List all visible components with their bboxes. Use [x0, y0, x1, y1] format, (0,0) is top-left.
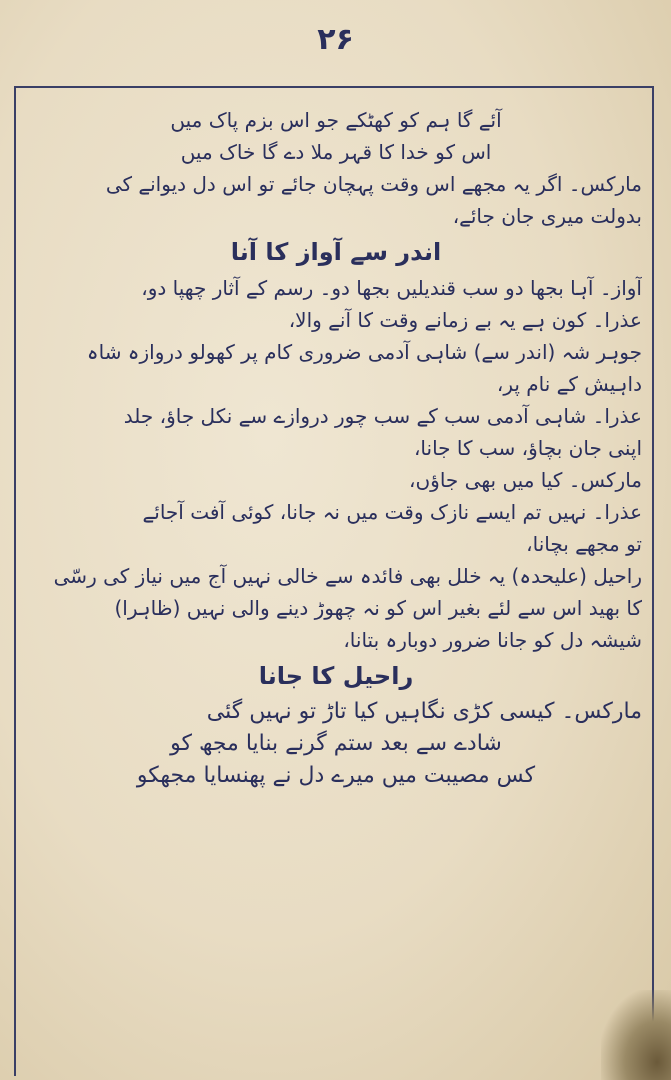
text-line-14: تو مجھے بچانا، — [526, 532, 642, 556]
verse-line-19: مارکس۔ کیسی کڑی نگاہیں کیا تاڑ تو نہیں گئی — [206, 699, 642, 724]
verse-line-2: اس کو خدا کا قہر ملا دے گا خاک میں — [180, 140, 492, 164]
text-line-13: عذرا۔ نہیں تم ایسے نازک وقت میں نہ جانا، کوئی آفت آجائے — [142, 500, 642, 524]
text-line-6: آواز۔ آہا بجھا دو سب قندیلیں بجھا دو۔ رسم کے آثار چھپا دو، — [141, 276, 642, 300]
text-line-4: بدولت میری جان جائے، — [452, 204, 642, 228]
text-line-7: عذرا۔ کون ہے یہ بے زمانے وقت کا آنے والا، — [288, 308, 642, 332]
text-line-9: داہیش کے نام پر، — [496, 372, 642, 396]
text-line-11: اپنی جان بچاؤ، سب کا جانا، — [413, 436, 642, 460]
text-line-15: راحیل (علیحدہ) یہ خلل بھی فائدہ سے خالی نہیں آج میں نیاز کی رسّی — [53, 564, 642, 588]
text-line-16: کا بھید اس سے لئے بغیر اس کو نہ چھوڑ دینے والی نہیں (ظاہرا) — [114, 596, 642, 620]
page-stain — [601, 990, 671, 1080]
text-line-3: مارکس۔ اگر یہ مجھے اس وقت پہچان جائے تو اس دل دیوانے کی — [105, 172, 642, 196]
text-line-10: عذرا۔ شاہی آدمی سب کے سب چور دروازے سے نکل جاؤ، جلد — [123, 404, 642, 428]
page-number: ۲۶ — [317, 22, 354, 57]
verse-line-20: شادے سے بعد ستم گرنے بنایا مجھ کو — [170, 731, 502, 756]
verse-line-1: آئے گا ہم کو کھٹکے جو اس بزم پاک میں — [170, 108, 502, 132]
verse-line-21: کس مصیبت میں میرے دل نے پھنسایا مجھکو — [136, 763, 536, 788]
stage-direction-heading-2: راحیل کا جانا — [258, 662, 414, 690]
text-line-17: شیشہ دل کو جانا ضرور دوبارہ بتانا، — [343, 628, 642, 652]
page-text — [30, 104, 642, 792]
stage-direction-heading-1: اندر سے آواز کا آنا — [230, 238, 442, 266]
text-line-12: مارکس۔ کیا میں بھی جاؤں، — [409, 468, 642, 492]
text-line-8: جوہر شہ (اندر سے) شاہی آدمی ضروری کام پر کھولو دروازہ شاہ — [86, 340, 642, 364]
